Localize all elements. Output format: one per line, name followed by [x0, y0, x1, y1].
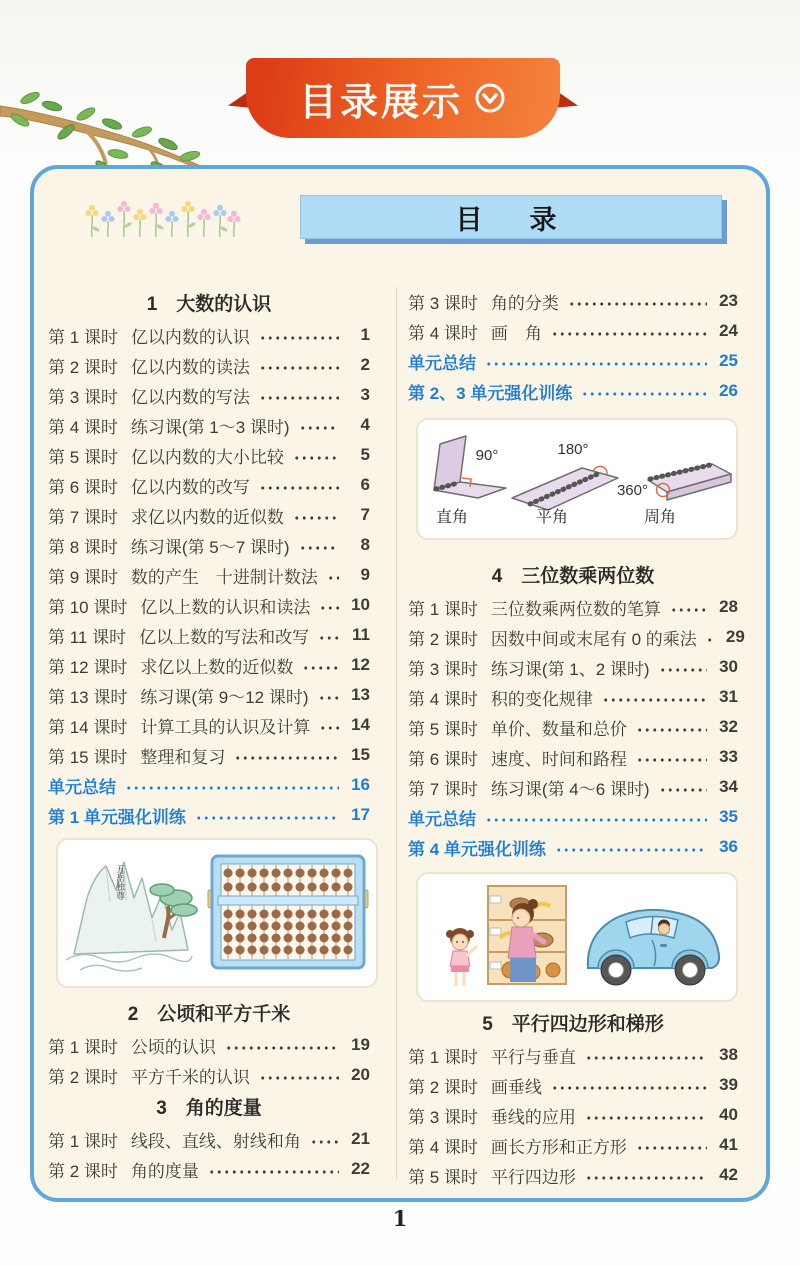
toc-entry-row: [408, 286, 738, 316]
entry-page-number: 23: [719, 291, 738, 310]
entry-title: 角的度量: [130, 1161, 199, 1181]
toc-entry-row: [408, 316, 738, 346]
entry-page-number: 28: [719, 597, 738, 616]
lesson-label: 第 3 课时: [408, 1107, 478, 1127]
entry-page-number: 33: [719, 747, 738, 766]
shop-and-car-illustration: [416, 872, 738, 1002]
entry-page-number: 19: [351, 1035, 370, 1054]
entry-page-number: 26: [719, 381, 738, 400]
entry-title: 垂线的应用: [490, 1107, 576, 1127]
toc-entry-row: [48, 1030, 370, 1060]
dot-leader: [257, 320, 339, 350]
chevron-down-circle-icon[interactable]: [473, 81, 507, 115]
lesson-label: 第 8 课时: [48, 537, 118, 557]
entry-title: 单元总结: [408, 353, 476, 373]
lesson-label: 第 4 课时: [408, 689, 478, 709]
page-title-text: 目 录: [455, 204, 567, 235]
toc-summary-row: [48, 800, 370, 830]
entry-page-number: 20: [351, 1065, 370, 1084]
toc-column-right: [408, 286, 745, 1190]
angle-types-illustration: [416, 418, 738, 540]
toc-entry-row: [408, 682, 738, 712]
toc-banner[interactable]: [228, 58, 578, 138]
page-title: [300, 195, 722, 239]
entry-page-number: 34: [719, 777, 738, 796]
lesson-label: 第 1 课时: [48, 1131, 118, 1151]
entry-page-number: 4: [360, 415, 370, 434]
toc-entry-row: [408, 1130, 738, 1160]
entry-title: 第 1 单元强化训练: [48, 807, 186, 827]
entry-page-number: 16: [351, 775, 370, 794]
section-heading: 5 平行四边形和梯形: [482, 1014, 664, 1035]
toc-entry-row: [48, 620, 370, 650]
svg-text:直角: 直角: [435, 509, 469, 526]
toc-entry-row: [48, 470, 370, 500]
dot-leader: [300, 650, 339, 680]
lesson-label: 第 2 课时: [48, 1161, 118, 1181]
entry-title: 画长方形和正方形: [490, 1137, 627, 1157]
dot-leader: [566, 286, 707, 316]
entry-title: 亿以内数的改写: [130, 477, 250, 497]
toc-entry-row: [408, 622, 745, 652]
entry-page-number: 29: [725, 627, 745, 646]
lesson-label: 第 2 课时: [408, 629, 478, 649]
dot-leader: [579, 376, 707, 406]
flowers-decoration: [84, 191, 244, 239]
dot-leader: [583, 1160, 707, 1190]
entry-title: 平方千米的认识: [130, 1067, 250, 1087]
lesson-label: 第 3 课时: [408, 659, 478, 679]
entry-page-number: 39: [719, 1075, 738, 1094]
lesson-label: 第 2 课时: [48, 357, 118, 377]
dot-leader: [657, 772, 707, 802]
entry-page-number: 38: [719, 1045, 738, 1064]
entry-page-number: 6: [360, 475, 370, 494]
dot-leader: [297, 530, 339, 560]
mountain-abacus-drawing: [60, 842, 374, 984]
lesson-label: 第 5 课时: [48, 447, 118, 467]
toc-entry-row: [48, 500, 370, 530]
svg-text:周角: 周角: [643, 509, 677, 526]
entry-page-number: 5: [360, 445, 370, 464]
entry-page-number: 32: [719, 717, 738, 736]
toc-entry-row: [48, 1124, 370, 1154]
dot-leader: [549, 316, 707, 346]
lesson-label: 第 3 课时: [48, 387, 118, 407]
dot-leader: [704, 622, 714, 652]
entry-title: 亿以内数的大小比较: [130, 447, 284, 467]
toc-entry-row: [48, 530, 370, 560]
toc-entry-row: [48, 350, 370, 380]
footer-page-number: 1: [392, 1206, 408, 1231]
svg-text:360°: 360°: [616, 482, 648, 499]
toc-column-left: [48, 286, 370, 1184]
toc-summary-row: [48, 770, 370, 800]
entry-title: 角的分类: [490, 293, 559, 313]
lesson-label: 第 1 课时: [48, 327, 118, 347]
entry-page-number: 41: [719, 1135, 738, 1154]
dot-leader: [308, 1124, 339, 1154]
entry-page-number: 25: [719, 351, 738, 370]
entry-page-number: 21: [351, 1129, 370, 1148]
entry-page-number: 2: [360, 355, 370, 374]
dot-leader: [257, 470, 339, 500]
dot-leader: [317, 710, 339, 740]
section-heading: 1 大数的认识: [146, 294, 272, 315]
toc-entry-row: [48, 320, 370, 350]
entry-page-number: 11: [352, 625, 370, 644]
toc-panel: [30, 165, 770, 1202]
svg-text:180°: 180°: [557, 441, 589, 458]
entry-page-number: 7: [360, 505, 370, 524]
entry-title: 亿以内数的读法: [130, 357, 250, 377]
lesson-label: 第 2 课时: [48, 1067, 118, 1087]
lesson-label: 第 1 课时: [408, 1047, 478, 1067]
dot-leader: [483, 802, 707, 832]
entry-page-number: 30: [719, 657, 738, 676]
toc-entry-row: [408, 1100, 738, 1130]
entry-title: 第 4 单元强化训练: [408, 839, 546, 859]
lesson-label: 第 4 课时: [48, 417, 118, 437]
toc-entry-row: [48, 1154, 370, 1184]
lesson-label: 第 15 课时: [48, 747, 128, 767]
entry-page-number: 3: [360, 385, 370, 404]
lesson-label: 第 7 课时: [408, 779, 478, 799]
toc-summary-row: [408, 376, 738, 406]
entry-title: 平行四边形: [490, 1167, 576, 1187]
toc-entry-row: [48, 1060, 370, 1090]
mountain-abacus-illustration: [56, 838, 378, 988]
entry-page-number: 40: [719, 1105, 738, 1124]
dot-leader: [549, 1070, 707, 1100]
entry-title: 线段、直线、射线和角: [130, 1131, 301, 1151]
toc-entry-row: [48, 380, 370, 410]
lesson-label: 第 4 课时: [408, 1137, 478, 1157]
entry-title: 计算工具的认识及计算: [140, 717, 311, 737]
entry-title: 公顷的认识: [130, 1037, 216, 1057]
dot-leader: [634, 742, 707, 772]
entry-title: 求亿以上数的近似数: [140, 657, 294, 677]
entry-page-number: 17: [351, 805, 370, 824]
dot-leader: [206, 1154, 339, 1184]
toc-entry-row: [48, 680, 370, 710]
entry-title: 练习课(第 1～3 课时): [130, 417, 290, 437]
svg-text:90°: 90°: [475, 447, 499, 464]
lesson-label: 第 6 课时: [408, 749, 478, 769]
entry-page-number: 35: [719, 807, 738, 826]
svg-text:平角: 平角: [535, 509, 569, 526]
toc-entry-row: [48, 440, 370, 470]
entry-title: 数的产生 十进制计数法: [130, 567, 318, 587]
toc-entry-row: [48, 560, 370, 590]
dot-leader: [553, 832, 707, 862]
angle-types-drawing: [420, 422, 734, 536]
entry-title: 单价、数量和总价: [490, 719, 627, 739]
dot-leader: [257, 1060, 339, 1090]
entry-title: 平行与垂直: [490, 1047, 576, 1067]
dot-leader: [325, 560, 339, 590]
entry-title: 因数中间或末尾有 0 的乘法: [490, 629, 697, 649]
lesson-label: 第 12 课时: [48, 657, 128, 677]
entry-page-number: 22: [351, 1159, 370, 1178]
toc-summary-row: [408, 802, 738, 832]
toc-entry-row: [408, 742, 738, 772]
entry-title: 三位数乘两位数的笔算: [490, 599, 661, 619]
shop-and-car-drawing: [420, 876, 734, 998]
column-divider: [396, 287, 397, 1179]
toc-entry-row: [408, 592, 738, 622]
lesson-label: 第 10 课时: [48, 597, 128, 617]
dot-leader: [668, 592, 707, 622]
svg-text:五岳独尊: 五岳独尊: [115, 864, 125, 900]
entry-title: 练习课(第 5～7 课时): [130, 537, 290, 557]
lesson-label: 第 14 课时: [48, 717, 128, 737]
entry-page-number: 1: [360, 325, 370, 344]
dot-leader: [600, 682, 707, 712]
entry-page-number: 10: [351, 595, 370, 614]
entry-page-number: 24: [719, 321, 738, 340]
dot-leader: [634, 1130, 707, 1160]
entry-title: 积的变化规律: [490, 689, 593, 709]
lesson-label: 第 4 课时: [408, 323, 478, 343]
entry-title: 亿以上数的写法和改写: [139, 627, 310, 647]
entry-page-number: 42: [719, 1165, 738, 1184]
toc-summary-row: [408, 346, 738, 376]
lesson-label: 第 1 课时: [48, 1037, 118, 1057]
ribbon-body: [246, 58, 560, 138]
entry-title: 练习课(第 1、2 课时): [490, 659, 650, 679]
entry-title: 求亿以内数的近似数: [130, 507, 284, 527]
entry-title: 练习课(第 4～6 课时): [490, 779, 650, 799]
entry-title: 画垂线: [490, 1077, 542, 1097]
entry-title: 练习课(第 9～12 课时): [140, 687, 309, 707]
dot-leader: [123, 770, 339, 800]
lesson-label: 第 3 课时: [408, 293, 478, 313]
entry-page-number: 14: [351, 715, 370, 734]
lesson-label: 第 7 课时: [48, 507, 118, 527]
entry-title: 单元总结: [48, 777, 116, 797]
entry-title: 画 角: [490, 323, 542, 343]
dot-leader: [257, 380, 339, 410]
dot-leader: [657, 652, 707, 682]
entry-page-number: 8: [360, 535, 370, 554]
toc-entry-row: [48, 590, 370, 620]
dot-leader: [583, 1040, 707, 1070]
lesson-label: 第 1 课时: [408, 599, 478, 619]
dot-leader: [316, 680, 340, 710]
dot-leader: [483, 346, 707, 376]
entry-page-number: 36: [719, 837, 738, 856]
dot-leader: [316, 620, 339, 650]
lesson-label: 第 13 课时: [48, 687, 128, 707]
entry-title: 亿以内数的写法: [130, 387, 250, 407]
entry-title: 第 2、3 单元强化训练: [408, 383, 573, 403]
section-heading: 4 三位数乘两位数: [491, 566, 655, 587]
lesson-label: 第 6 课时: [48, 477, 118, 497]
toc-entry-row: [48, 410, 370, 440]
dot-leader: [232, 740, 339, 770]
dot-leader: [223, 1030, 339, 1060]
entry-title: 亿以内数的认识: [130, 327, 250, 347]
toc-entry-row: [408, 652, 738, 682]
entry-page-number: 13: [351, 685, 370, 704]
dot-leader: [193, 800, 339, 830]
lesson-label: 第 5 课时: [408, 719, 478, 739]
entry-page-number: 15: [351, 745, 370, 764]
dot-leader: [257, 350, 339, 380]
dot-leader: [297, 410, 339, 440]
entry-page-number: 12: [351, 655, 370, 674]
lesson-label: 第 11 课时: [48, 627, 127, 647]
lesson-label: 第 5 课时: [408, 1167, 478, 1187]
dot-leader: [634, 712, 707, 742]
toc-entry-row: [408, 1040, 738, 1070]
toc-entry-row: [48, 650, 370, 680]
entry-title: 速度、时间和路程: [490, 749, 627, 769]
toc-entry-row: [48, 710, 370, 740]
section-heading: 3 角的度量: [156, 1098, 262, 1119]
entry-title: 单元总结: [408, 809, 476, 829]
toc-entry-row: [48, 740, 370, 770]
entry-title: 亿以上数的认识和读法: [140, 597, 311, 617]
lesson-label: 第 2 课时: [408, 1077, 478, 1097]
entry-page-number: 9: [360, 565, 370, 584]
dot-leader: [291, 500, 339, 530]
toc-entry-row: [408, 1070, 738, 1100]
dot-leader: [291, 440, 339, 470]
toc-entry-row: [408, 1160, 738, 1190]
toc-entry-row: [408, 772, 738, 802]
toc-summary-row: [408, 832, 738, 862]
toc-entry-row: [408, 712, 738, 742]
entry-title: 整理和复习: [140, 747, 226, 767]
dot-leader: [317, 590, 339, 620]
banner-title: 目录展示: [298, 81, 463, 124]
section-heading: 2 公顷和平方千米: [127, 1004, 291, 1025]
entry-page-number: 31: [719, 687, 738, 706]
dot-leader: [583, 1100, 707, 1130]
lesson-label: 第 9 课时: [48, 567, 118, 587]
